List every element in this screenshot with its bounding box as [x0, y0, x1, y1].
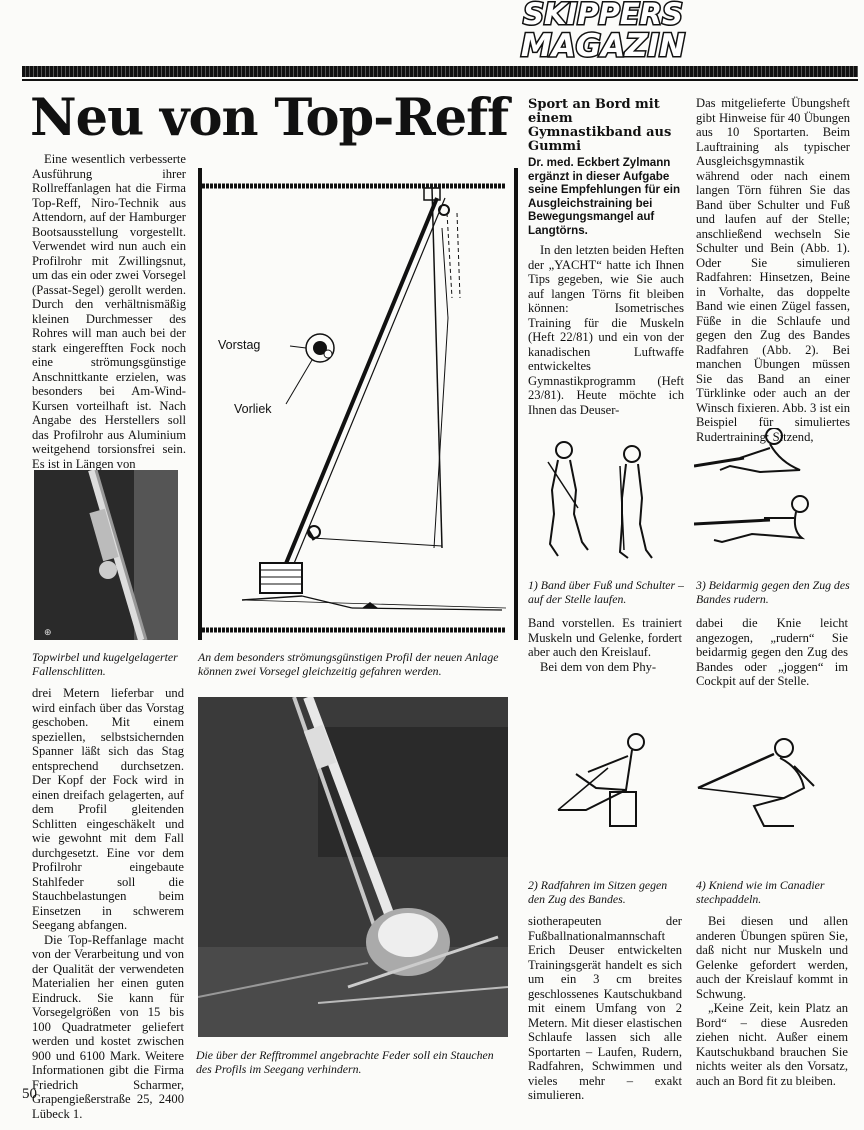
paragraph: Die Top-Reffanlage macht von der Verarbeitung und von der Qualität der verwendeten Materialien her einen guten Eindruck. Sie kann für Vorsegelgrößen von 15 bis 100 Quadratmeter geliefert werden und kostet zwischen 900 und 6100 Mark. Weitere Informationen gibt die Firma Friedrich Scharmer, Grapengießerstraße 25, 2400 Lübeck 1.: [32, 932, 184, 1121]
paragraph: Bei dem von dem Phy-: [540, 659, 657, 674]
paragraph: dabei die Knie leicht angezogen, „rudern“ Sie beidarmig gegen den Zug des Bandes oder „joggen“ im Cockpit auf der Stelle.: [696, 616, 848, 688]
headline: Neu von Top-Reff: [30, 88, 509, 148]
paragraph: drei Metern lieferbar und wird einfach über das Vorstag geschoben. Mit einem speziellen, selbstsichernden Spanner läßt sich das Stag entsprechend durchsetzen. Der Kopf der Fock wird in einen dreifach gelagerten, auf dem Profil gleitenden Schlitten eingeschäkelt und wie gewohnt mit dem Fall durchgesetzt. Eine vor dem Profilrohr eingebaute Stahlfeder soll die Stauchbelastungen beim Einsetzen in schwerem Seegang abfangen.: [32, 686, 184, 932]
figure-2-cycling: [548, 732, 668, 832]
paragraph: siotherapeuten der Fußballnationalmannschaft Erich Deuser entwickelten Trainingsgerät handelt es sich um ein 3 cm breites geschlossenes Kautschukband mit einem Umfang von 2 Metern. Mit dieser elastischen Schlaufe lassen sich alle Sportarten – Laufen, Rudern, Radfahren, Schwimmen und vieles mehr – exakt simulieren.: [528, 914, 682, 1102]
photo-refftrommel: [198, 697, 508, 1037]
sport-col4-top: [696, 96, 850, 444]
caption-fig2: 2) Radfahren im Sitzen gegen den Zug des Bandes.: [528, 878, 668, 906]
paragraph: Bei diesen und allen anderen Übungen spüren Sie, daß nicht nur Muskeln und Gelenke gefordert werden, auch der Kreislauf kommt in Schwung.: [696, 914, 848, 1001]
article-col1-top: [32, 152, 186, 471]
diagram-furling-system: [198, 168, 518, 640]
photo-topwirbel: [34, 470, 178, 640]
sport-col4-bottom: [696, 914, 848, 1088]
paragraph: Band vorstellen. Es trainiert Muskeln und Gelenke, fordert aber auch den Kreislauf.: [528, 616, 682, 659]
sport-col3-mid: [528, 616, 682, 674]
masthead-line1: SKIPPERS: [523, 0, 683, 31]
caption-fig4: 4) Kniend wie im Canadier stechpaddeln.: [696, 878, 825, 906]
paragraph: „Keine Zeit, kein Platz an Bord“ – diese Ausreden ziehen nicht. Außer einem Kautschukband brauchen Sie nichts weiter als den Vorsatz, auch an Bord fit zu bleiben.: [696, 1001, 848, 1088]
figure-3-rowing: [694, 428, 824, 558]
caption-fig3: 3) Beidarmig gegen den Zug des Bandes rudern.: [696, 578, 850, 606]
magazine-logo: [508, 0, 698, 62]
label-vorliek: Vorliek: [234, 402, 272, 416]
page-number: 50: [22, 1086, 37, 1102]
photo-refftrommel-image: [198, 697, 508, 1037]
sport-title: Sport an Bord mit einem Gymnastikband aus Gummi: [528, 97, 672, 154]
caption-photo1: Topwirbel und kugelgelagerter Fallenschlitten.: [32, 650, 178, 678]
figure-4-kneeling: [694, 736, 832, 836]
paragraph: Das mitgelieferte Übungsheft gibt Hinweise für 40 Übungen aus 10 Sportarten. Beim Lauftraining als typischer Ausgleichsgymnastik während oder nach einem langen Törn führen Sie das Band über Schulter und Fuß und laufen auf der Stelle; anschließend wechseln Sie Schulter und Bein (Abb. 1). Oder Sie simulieren Radfahren: Hinsetzen, Beine in Vorhalte, das doppelte Band wie einen Zügel fassen, Füße in die Schlaufe und gegen den Zug des Bandes Radfahren (Abb. 2). Bei manchen Übungen müssen Sie das Band an einer Türklinke oder auch an der Winsch fixieren. Abb. 3 ist ein Beispiel für simuliertes Rudertraining: Sitzend,: [696, 96, 850, 444]
caption-photo2: Die über der Refftrommel angebrachte Feder soll ein Stauchen des Profils im Seegang verhindern.: [196, 1048, 494, 1076]
svg-text:⊕: ⊕: [44, 628, 52, 638]
header-rule-thin: [22, 79, 858, 81]
label-vorstag: Vorstag: [218, 338, 261, 352]
masthead-line2: MAGAZIN: [520, 28, 686, 62]
figure-1-running: [528, 438, 688, 568]
article-col1-bottom: [32, 686, 184, 1121]
caption-fig1: 1) Band über Fuß und Schulter – auf der Stelle laufen.: [528, 578, 684, 606]
sport-col3-bottom: [528, 914, 682, 1103]
header-rule: [22, 66, 858, 77]
sport-col4-mid: [696, 616, 848, 689]
paragraph: In den letzten beiden Heften der „YACHT“ hatte ich Ihnen Tips gegeben, wie Sie auch auf langen Törns fit bleiben können: Isometrisches Training für die Muskeln (Heft 22/81) und ein von der kanadischen Luftwaffe entwickeltes Gymnastikprogramm (Heft 23/81). Heute möchte ich Ihnen das Deuser-: [528, 243, 684, 417]
sport-col3-top: [528, 243, 684, 417]
sport-intro: Dr. med. Eckbert Zylmann ergänzt in dieser Aufgabe seine Empfehlungen für ein Ausgleichstraining bei Bewegungsmangel auf Langtörns.: [528, 156, 681, 237]
caption-diagram: An dem besonders strömungsgünstigen Profil der neuen Anlage können zwei Vorsegel gleichzeitig gefahren werden.: [198, 650, 499, 678]
photo-topwirbel-image: [34, 470, 178, 640]
paragraph: Eine wesentlich verbesserte Ausführung ihrer Rollreffanlagen hat die Firma Top-Reff, Niro-Technik aus Attendorn, auf der Hamburger Bootsausstellung vorgestellt. Verwendet wird nun auch ein Profilrohr mit Zwillingsnut, um das ein oder zwei Vorsegel (Passat-Segel) gerollt werden. Durch den verhältnismäßig kleinen Durchmesser des Rohres will man auch bei der stark eingerefften Fock noch eine strömungsgünstige Anschnittkante erzielen, was besonders bei Am-Wind-Kursen vorteilhaft ist. Nach Angabe des Herstellers soll das Profilrohr aus Aluminium weitgehend torsionsfrei sein. Es ist in Längen von: [32, 152, 186, 471]
